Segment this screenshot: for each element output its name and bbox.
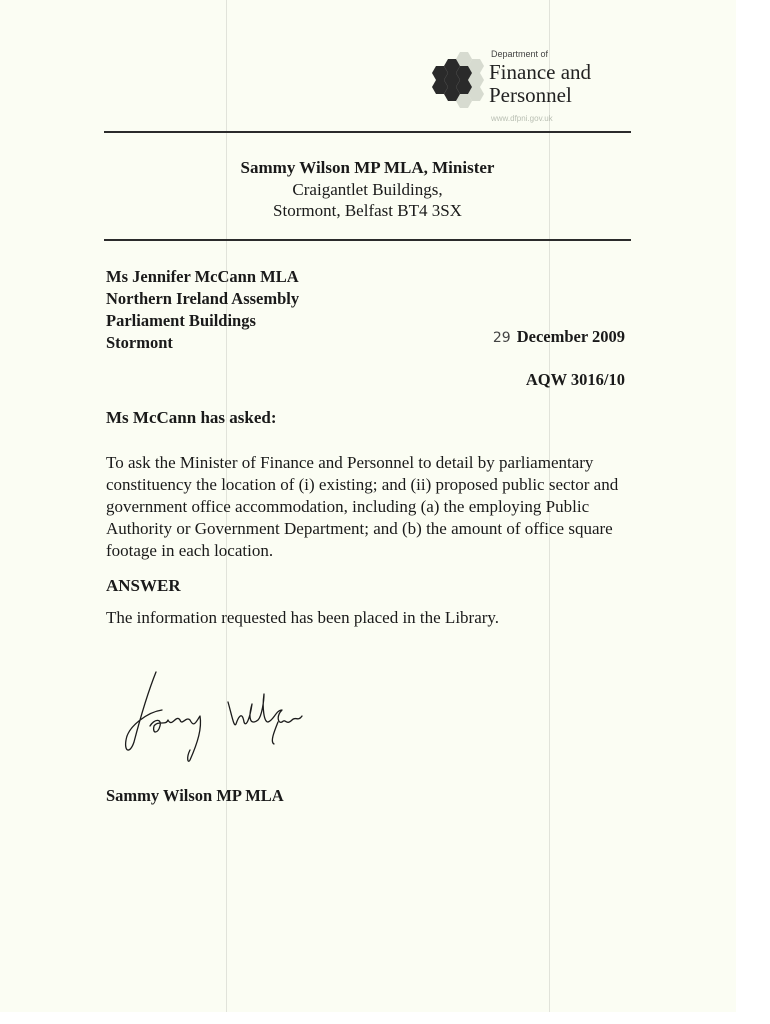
addressee-line: Northern Ireland Assembly <box>106 289 300 308</box>
logo-url: www.dfpni.gov.uk <box>491 114 553 123</box>
addressee-line: Ms Jennifer McCann MLA <box>106 267 299 286</box>
logo-finance: Finance and <box>489 60 592 84</box>
signatory-name: Sammy Wilson MP MLA <box>106 786 284 805</box>
question-text: To ask the Minister of Finance and Personnel to detail by parliamentary constituency the location of (i) existing; and (ii) proposed public sector and government office accommodation, including (a) the employing Public Authority or Government Department; and (b) the amount of office square footage in each location. <box>106 453 619 560</box>
top-rule <box>104 131 631 133</box>
letter-date <box>493 327 625 347</box>
question-reference: AQW 3016/10 <box>525 370 625 389</box>
handwritten-signature <box>118 664 308 766</box>
logo-personnel: Personnel <box>489 83 572 107</box>
logo-department-of: Department of <box>491 49 549 59</box>
sender-name-title: Sammy Wilson MP MLA, Minister <box>240 158 495 177</box>
asked-heading: Ms McCann has asked: <box>106 408 277 427</box>
sender-address-line-2: Stormont, Belfast BT4 3SX <box>273 201 462 220</box>
addressee-line: Parliament Buildings <box>106 311 256 330</box>
sender-address-line-1: Craigantlet Buildings, <box>292 180 443 199</box>
bottom-rule <box>104 239 631 241</box>
answer-heading: ANSWER <box>106 576 181 595</box>
addressee-line: Stormont <box>106 333 173 352</box>
answer-text: The information requested has been placed in the Library. <box>106 608 500 627</box>
date-month-year: December 2009 <box>516 327 625 346</box>
dfp-logo-icon <box>426 50 488 112</box>
date-day-handwritten: 29 <box>492 330 511 346</box>
addressee-block <box>106 266 299 354</box>
